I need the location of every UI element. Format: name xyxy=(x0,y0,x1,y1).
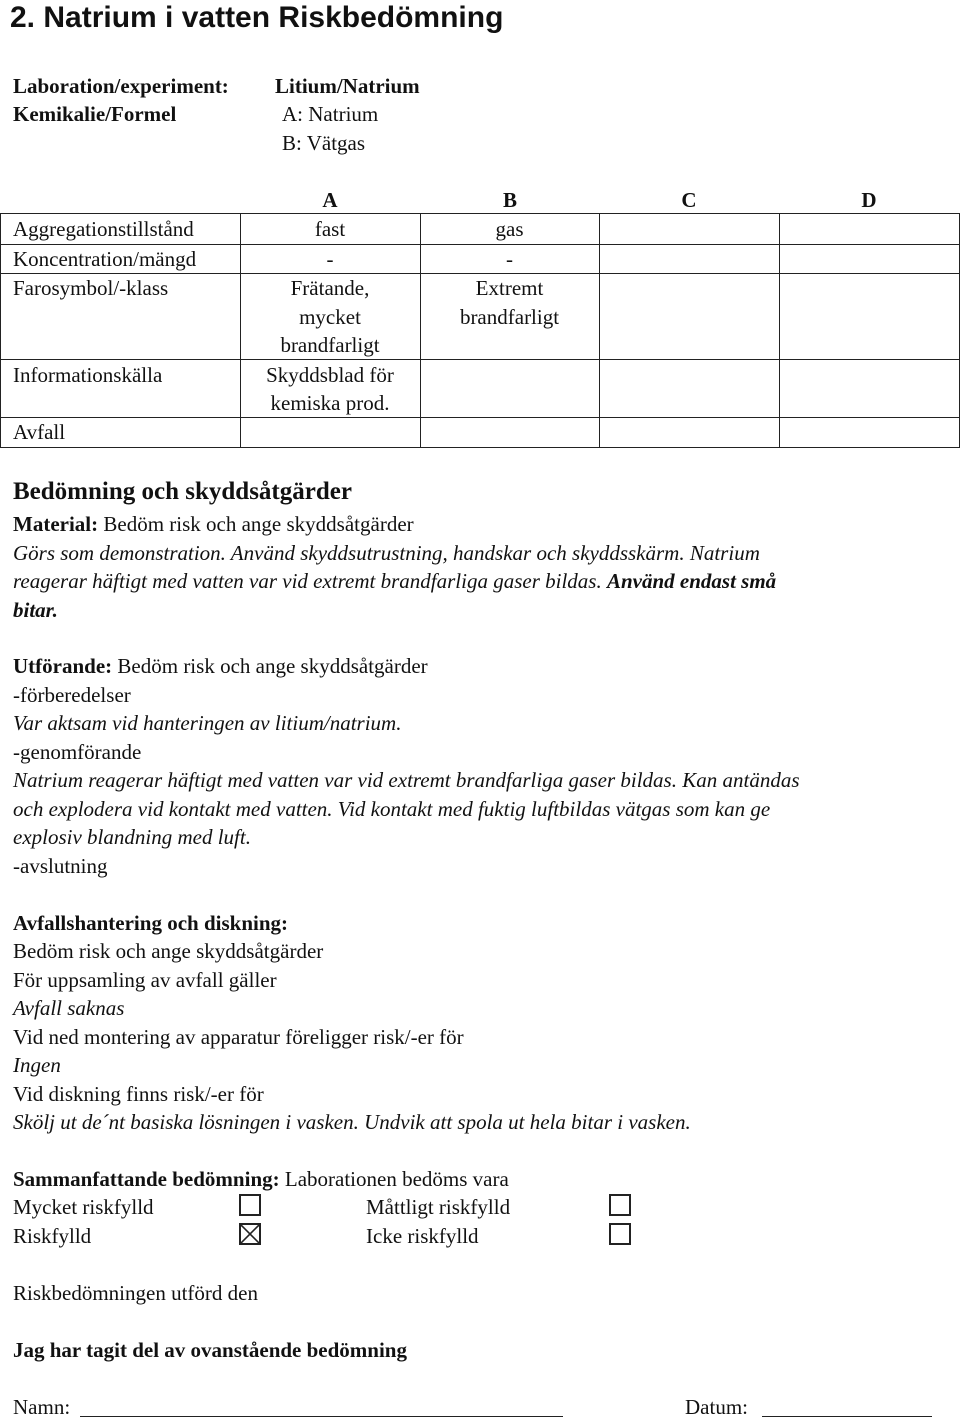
prep-label: -förberedelser xyxy=(13,683,131,707)
exec-label: -genomförande xyxy=(13,740,142,764)
cross-check-icon xyxy=(241,1225,259,1243)
option-label: Måttligt riskfylld xyxy=(366,1195,511,1219)
waste-answer: Ingen xyxy=(13,1053,61,1077)
row-label: Koncentration/mängd xyxy=(13,247,197,271)
table-border xyxy=(0,213,1,447)
table-border xyxy=(0,447,960,448)
chem-b: B: Vätgas xyxy=(282,131,366,155)
waste-heading: Avfallshantering och diskning: xyxy=(13,911,288,935)
chem-label: Kemikalie/Formel xyxy=(13,102,177,126)
waste-line: Vid ned montering av apparatur föreligger risk/-er för xyxy=(13,1025,464,1049)
cell-a: fast xyxy=(314,217,346,241)
cell-a: kemiska prod. xyxy=(270,391,390,415)
table-border xyxy=(0,213,960,214)
material-line: reagerar häftigt med vatten var vid extremt brandfarliga gaser bildas. xyxy=(13,569,602,593)
execution-label: Utförande: xyxy=(13,654,113,678)
table-border xyxy=(0,359,960,360)
lab-value: Litium/Natrium xyxy=(275,74,420,98)
page-title: 2. Natrium i vatten Riskbedömning xyxy=(10,1,504,34)
row-label: Informationskälla xyxy=(13,363,163,387)
waste-line: Bedöm risk och ange skyddsåtgärder xyxy=(13,939,324,963)
checkbox-mattligt-riskfylld[interactable] xyxy=(609,1194,631,1216)
column-header-c: C xyxy=(681,188,697,212)
option-label: Riskfylld xyxy=(13,1224,92,1248)
participated-label: Jag har tagit del av ovanstående bedömning xyxy=(13,1338,407,1362)
row-label: Avfall xyxy=(13,420,66,444)
material-label: Material: xyxy=(13,512,99,536)
column-header-a: A xyxy=(322,188,338,212)
material-line: Görs som demonstration. Använd skyddsutrustning, handskar och skyddsskärm. Natrium xyxy=(13,541,760,565)
exec-line: explosiv blandning med luft. xyxy=(13,825,251,849)
table-border xyxy=(599,213,600,447)
lab-label: Laboration/experiment: xyxy=(13,74,229,98)
cell-b: - xyxy=(506,247,513,271)
waste-line: Vid diskning finns risk/-er för xyxy=(13,1082,264,1106)
table-border xyxy=(779,213,780,447)
column-header-b: B xyxy=(502,188,517,212)
performed-label: Riskbedömningen utförd den xyxy=(13,1281,258,1305)
end-label: -avslutning xyxy=(13,854,108,878)
column-header-d: D xyxy=(861,188,877,212)
checkbox-icke-riskfylld[interactable] xyxy=(609,1223,631,1245)
cell-a: brandfarligt xyxy=(280,333,380,357)
cell-b: brandfarligt xyxy=(459,305,560,329)
waste-answer: Avfall saknas xyxy=(13,996,125,1020)
checkbox-riskfylld-checked[interactable] xyxy=(239,1223,261,1245)
checkbox-mycket-riskfylld[interactable] xyxy=(239,1194,261,1216)
summary-text: Laborationen bedöms vara xyxy=(284,1167,509,1191)
exec-line: Natrium reagerar häftigt med vatten var vid extremt brandfarliga gaser bildas. Kan antändas xyxy=(13,768,800,792)
chem-a: A: Natrium xyxy=(282,102,379,126)
waste-answer: Skölj ut de´nt basiska lösningen i vasken. Undvik att spola ut hela bitar i vasken. xyxy=(13,1110,691,1134)
date-signature-line[interactable] xyxy=(762,1416,932,1417)
cell-b: gas xyxy=(495,217,524,241)
material-bold: Använd endast små xyxy=(606,569,777,593)
cell-a: mycket xyxy=(299,305,361,329)
option-label: Mycket riskfylld xyxy=(13,1195,154,1219)
cell-a: - xyxy=(326,247,334,271)
material-text: Bedöm risk och ange skyddsåtgärder xyxy=(103,512,414,536)
prep-text: Var aktsam vid hanteringen av litium/natrium. xyxy=(13,711,402,735)
execution-text: Bedöm risk och ange skyddsåtgärder xyxy=(117,654,428,678)
date-label: Datum: xyxy=(685,1395,748,1419)
row-label: Farosymbol/-klass xyxy=(13,276,169,300)
assessment-heading: Bedömning och skyddsåtgärder xyxy=(13,478,352,505)
table-border xyxy=(0,417,960,418)
cell-a: Frätande, xyxy=(290,276,370,300)
summary-label: Sammanfattande bedömning: xyxy=(13,1167,280,1191)
material-bold: bitar. xyxy=(13,598,58,622)
cell-a: Skyddsblad för xyxy=(266,363,394,387)
option-label: Icke riskfylld xyxy=(366,1224,479,1248)
name-signature-line[interactable] xyxy=(80,1416,563,1417)
cell-b: Extremt xyxy=(475,276,544,300)
row-label: Aggregationstillstånd xyxy=(13,217,194,241)
name-label: Namn: xyxy=(13,1395,71,1419)
exec-line: och explodera vid kontakt med vatten. Vid kontakt med fuktig luftbildas vätgas som kan ge xyxy=(13,797,771,821)
waste-line: För uppsamling av avfall gäller xyxy=(13,968,277,992)
